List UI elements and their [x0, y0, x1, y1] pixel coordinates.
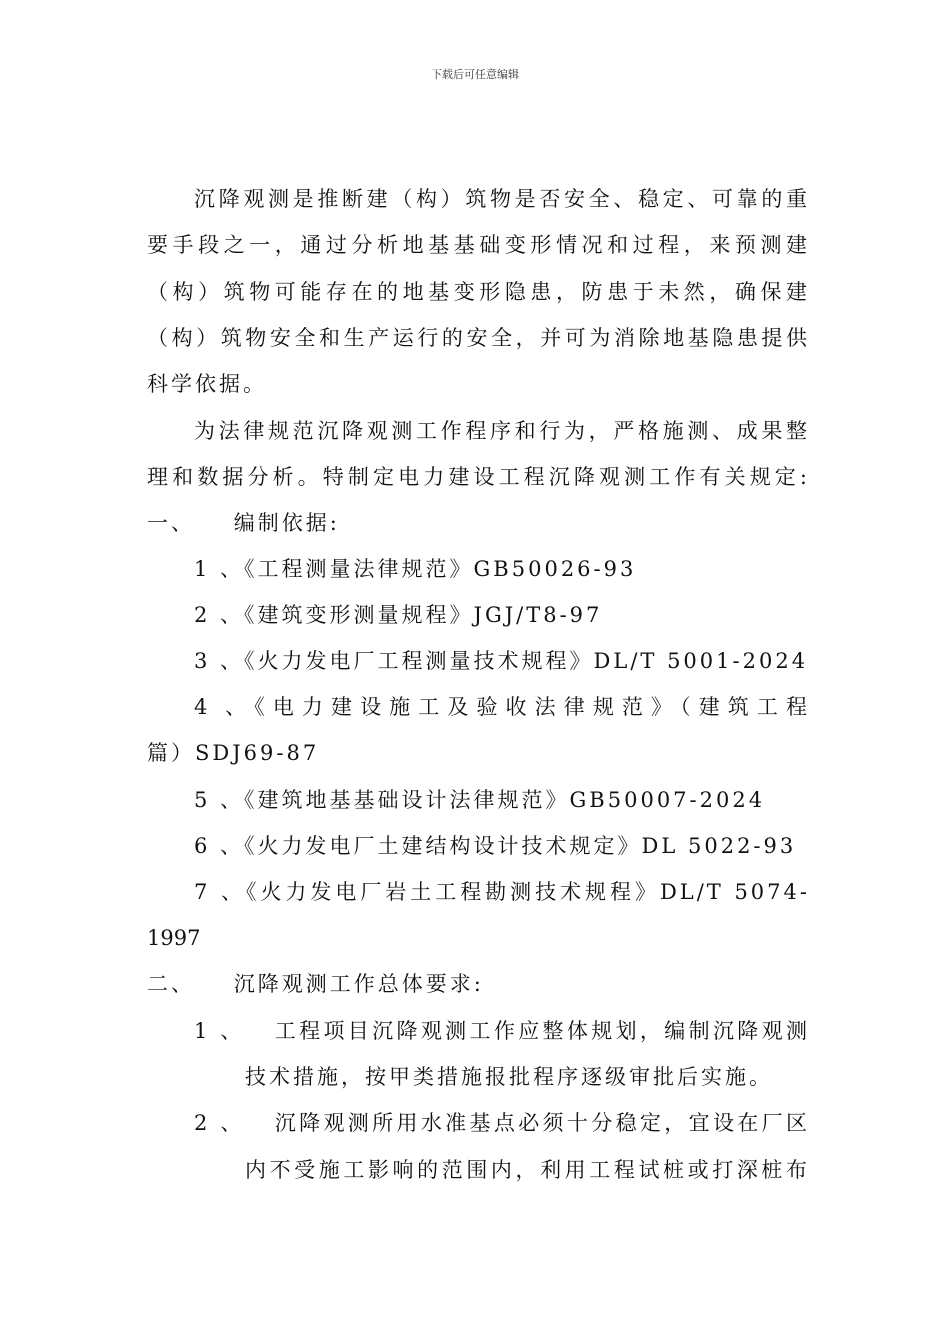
list-item-continuation: 1997 — [147, 926, 201, 950]
page-header: 下载后可任意编辑 — [431, 68, 519, 81]
list-item: 2 、《建筑变形测量规程》JGJ/T8-97 — [194, 603, 603, 627]
paragraph-line: （构）筑物安全和生产运行的安全，并可为消除地基隐患提供 — [147, 326, 810, 350]
paragraph-line: 为法律规范沉降观测工作程序和行为，严格施测、成果整 — [194, 419, 810, 443]
list-item: 1 、《工程测量法律规范》GB50026-93 — [194, 557, 637, 581]
paragraph-line: 沉降观测是推断建（构）筑物是否安全、稳定、可靠的重 — [194, 187, 810, 211]
list-item: 3 、《火力发电厂工程测量技术规程》DL/T 5001-2024 — [194, 649, 809, 673]
paragraph-line: （构）筑物可能存在的地基变形隐患，防患于未然，确保建 — [147, 280, 810, 304]
paragraph-line: 理和数据分析。特制定电力建设工程沉降观测工作有关规定: — [147, 465, 810, 489]
section-heading: 二、 沉降观测工作总体要求: — [147, 972, 484, 996]
list-item-continuation: 技术措施，按甲类措施报批程序逐级审批后实施。 — [245, 1065, 773, 1089]
list-item-continuation: 篇）SDJ69-87 — [147, 741, 320, 765]
section-heading: 一、 编制依据: — [147, 511, 340, 535]
list-item-continuation: 内不受施工影响的范围内，利用工程试桩或打深桩布 — [245, 1158, 810, 1182]
paragraph-line: 要手段之一，通过分析地基基础变形情况和过程，来预测建 — [147, 233, 810, 257]
list-item: 6 、《火力发电厂土建结构设计技术规定》DL 5022-93 — [194, 834, 797, 858]
list-item: 7 、《火力发电厂岩土工程勘测技术规程》DL/T 5074- — [194, 880, 810, 904]
list-item: 1 、 工程项目沉降观测工作应整体规划，编制沉降观测 — [194, 1019, 810, 1043]
list-item: 4 、《电力建设施工及验收法律规范》（建筑工程 — [194, 695, 810, 719]
paragraph-line: 科学依据。 — [147, 372, 267, 396]
list-item: 5 、《建筑地基基础设计法律规范》GB50007-2024 — [194, 788, 766, 812]
list-item: 2 、 沉降观测所用水准基点必须十分稳定，宜设在厂区 — [194, 1111, 810, 1135]
